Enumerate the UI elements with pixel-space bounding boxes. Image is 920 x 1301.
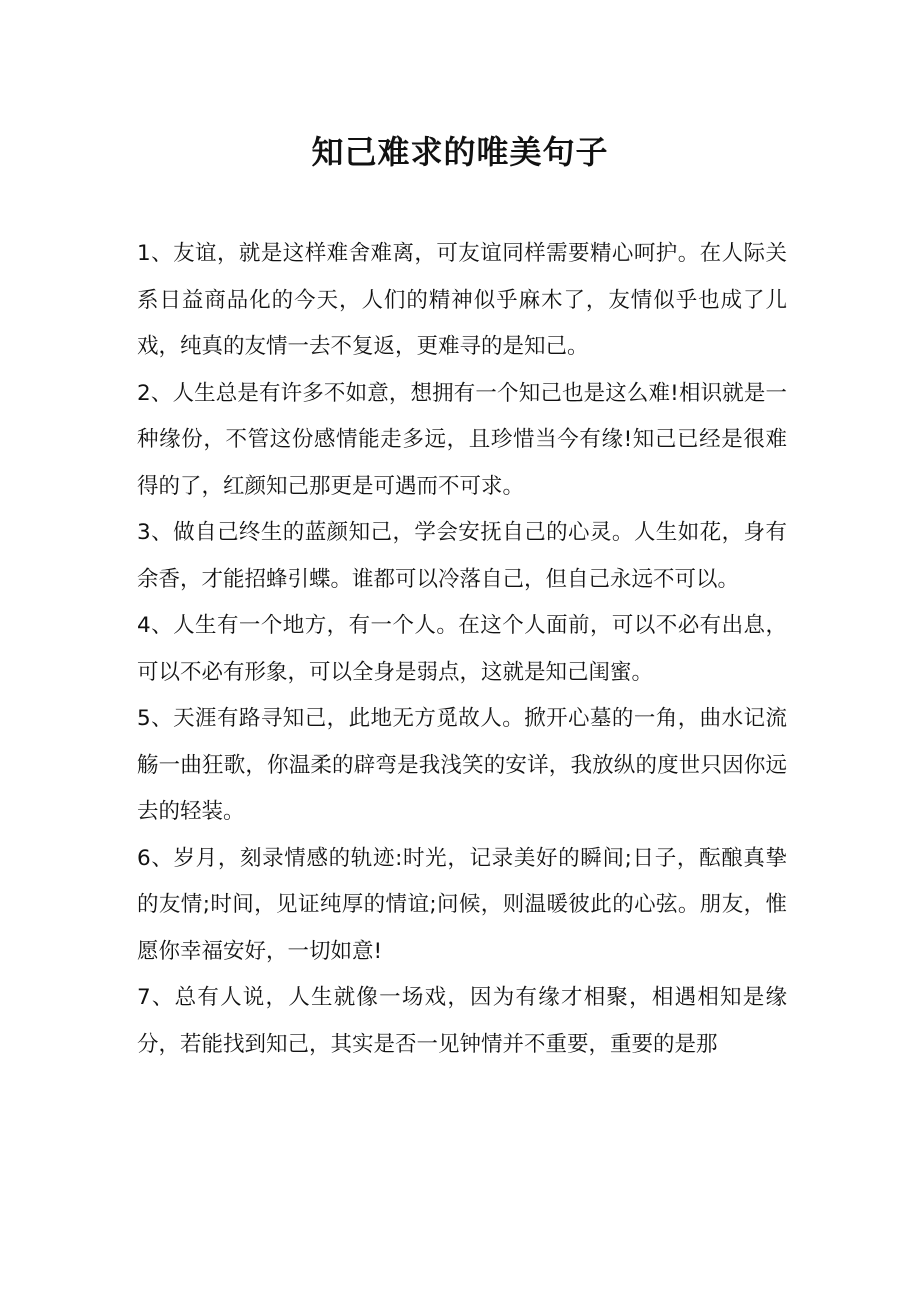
document-body <box>137 231 787 1068</box>
paragraph-3: 3、做自己终生的蓝颜知己，学会安抚自己的心灵。人生如花，身有余香，才能招蜂引蝶。谁都可以冷落自己，但自己永远不可以。 <box>137 520 787 592</box>
paragraph-1: 1、友谊，就是这样难舍难离，可友谊同样需要精心呵护。在人际关系日益商品化的今天，人们的精神似乎麻木了，友情似乎也成了儿戏，纯真的友情一去不复返，更难寻的是知己。 <box>137 241 787 359</box>
paragraph-6: 6、岁月，刻录情感的轨迹:时光，记录美好的瞬间;日子，酝酿真挚的友情;时间，见证纯厚的情谊;问候，则温暖彼此的心弦。朋友，惟愿你幸福安好，一切如意! <box>137 845 787 964</box>
paragraph-2: 2、人生总是有许多不如意，想拥有一个知己也是这么难!相识就是一种缘份，不管这份感情能走多远，且珍惜当今有缘!知己已经是很难得的了，红颜知己那更是可遇而不可求。 <box>137 380 787 499</box>
paragraph-4: 4、人生有一个地方，有一个人。在这个人面前，可以不必有出息，可以不必有形象，可以全身是弱点，这就是知己闺蜜。 <box>137 613 787 685</box>
document-title: 知己难求的唯美句子 <box>311 133 609 171</box>
paragraph-5: 5、天涯有路寻知己，此地无方觅故人。掀开心墓的一角，曲水记流觞一曲狂歌，你温柔的辟弯是我浅笑的安详，我放纵的度世只因你远去的轻装。 <box>137 706 787 824</box>
paragraph-7: 7、总有人说，人生就像一场戏，因为有缘才相聚，相遇相知是缘分，若能找到知己，其实是否一见钟情并不重要，重要的是那 <box>137 985 787 1057</box>
